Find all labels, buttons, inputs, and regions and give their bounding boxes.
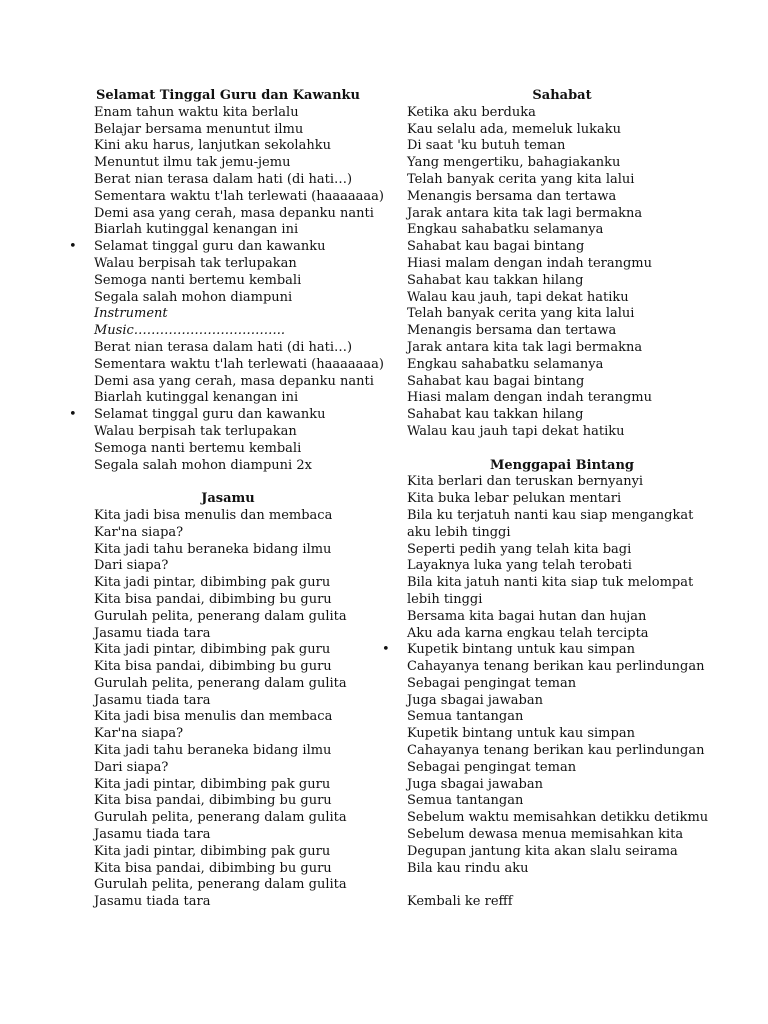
song-title-bintang: Menggapai Bintang xyxy=(489,457,635,473)
lyric-line: Belajar bersama menuntut ilmu xyxy=(94,121,304,137)
lyric-line: Sementara waktu t'lah terlewati (haaaaaaa) xyxy=(94,188,384,204)
lyric-line: Menuntut ilmu tak jemu-jemu xyxy=(94,155,291,171)
lyric-line: Bila kau rindu aku xyxy=(407,860,529,876)
lyric-line: Kita berlari dan teruskan bernyanyi xyxy=(407,474,644,490)
lyric-line: Kita jadi pintar, dibimbing pak guru xyxy=(94,776,331,792)
lyric-line: Bila kita jatuh nanti kita siap tuk melompat lebih tinggi xyxy=(407,575,694,607)
lyric-line-bulleted: • Selamat tinggal guru dan kawanku xyxy=(94,407,364,424)
lyric-line: Bila ku terjatuh nanti kau siap mengangkat aku lebih tinggi xyxy=(407,507,694,540)
lyric-line: Menangis bersama dan tertawa xyxy=(407,323,617,339)
lyric-line: Dari siapa? xyxy=(94,558,169,574)
lyric-line: Sahabat kau takkan hilang xyxy=(407,272,584,288)
lyric-line: Kar'na siapa? xyxy=(94,524,184,540)
lyric-line: Walau kau jauh tapi dekat hatiku xyxy=(407,423,625,439)
lyric-line: Kita jadi pintar, dibimbing pak guru xyxy=(94,642,331,658)
lyric-line: Semua tantangan xyxy=(407,709,524,725)
lyric-line: Kita jadi tahu beraneka bidang ilmu xyxy=(94,743,332,759)
lyric-line: Telah banyak cerita yang kita lalui xyxy=(407,306,635,322)
lyric-line: Cahayanya tenang berikan kau perlindungan xyxy=(407,743,705,759)
lyric-line: Jarak antara kita tak lagi bermakna xyxy=(407,339,643,355)
lyric-line: Gurulah pelita, penerang dalam gulita xyxy=(94,810,347,826)
lyric-line: Sebagai pengingat teman xyxy=(407,675,577,691)
lyric-line: Semoga nanti bertemu kembali xyxy=(94,272,302,288)
lyric-line: Juga sbagai jawaban xyxy=(407,692,543,708)
lyric-line: Sebelum waktu memisahkan detikku detikmu xyxy=(407,810,709,826)
spacer xyxy=(407,877,717,894)
lyric-line: Biarlah kutinggal kenangan ini xyxy=(94,222,299,238)
lyric-line: Seperti pedih yang telah kita bagi xyxy=(407,541,632,557)
instrument-note: Instrument xyxy=(94,306,168,322)
lyric-line-bulleted: • Selamat tinggal guru dan kawanku xyxy=(94,239,364,256)
lyric-line: Kau selalu ada, memeluk lukaku xyxy=(407,121,621,137)
lyric-line: Sebelum dewasa menua memisahkan kita xyxy=(407,827,684,843)
lyric-line: Engkau sahabatku selamanya xyxy=(407,356,604,372)
lyric-line: Jasamu tiada tara xyxy=(94,692,211,708)
lyric-line: Degupan jantung kita akan slalu seirama xyxy=(407,843,678,859)
lyric-line: Jarak antara kita tak lagi bermakna xyxy=(407,205,643,221)
lyric-line: Ketika aku berduka xyxy=(407,104,536,120)
lyric-line: Walau kau jauh, tapi dekat hatiku xyxy=(407,289,629,305)
lyric-line: Juga sbagai jawaban xyxy=(407,776,543,792)
lyric-line: Gurulah pelita, penerang dalam gulita xyxy=(94,608,347,624)
lyric-line: Kita jadi bisa menulis dan membaca xyxy=(94,507,333,523)
lyric-line: Kita jadi tahu beraneka bidang ilmu xyxy=(94,541,332,557)
lyric-line: Sahabat kau takkan hilang xyxy=(407,407,584,423)
lyric-line: Telah banyak cerita yang kita lalui xyxy=(407,171,635,187)
lyric-line: Sahabat kau bagai bintang xyxy=(407,373,585,389)
lyric-line: Sebagai pengingat teman xyxy=(407,759,577,775)
lyric-line: Berat nian terasa dalam hati (di hati…) xyxy=(94,339,353,355)
lyric-line: Menangis bersama dan tertawa xyxy=(407,188,617,204)
lyric-line: Kar'na siapa? xyxy=(94,726,184,742)
lyric-line: Kita bisa pandai, dibimbing bu guru xyxy=(94,860,332,876)
lyric-line: Kita jadi pintar, dibimbing pak guru xyxy=(94,843,331,859)
lyric-line: Hiasi malam dengan indah terangmu xyxy=(407,255,653,271)
lyric-line: Di saat 'ku butuh teman xyxy=(407,138,566,154)
lyric-line: Cahayanya tenang berikan kau perlindungan xyxy=(407,659,705,675)
song-title-sahabat: Sahabat xyxy=(532,88,592,103)
lyric-line: Kita buka lebar pelukan mentari xyxy=(407,491,622,507)
lyric-line: Sementara waktu t'lah terlewati (haaaaaaa) xyxy=(94,356,384,372)
lyric-line: Demi asa yang cerah, masa depanku nanti xyxy=(94,205,374,221)
chorus-instruction: Kembali ke refff xyxy=(407,894,513,910)
lyric-line: Jasamu tiada tara xyxy=(94,827,211,843)
lyric-line: Berat nian terasa dalam hati (di hati…) xyxy=(94,171,353,187)
lyric-line: Kita bisa pandai, dibimbing bu guru xyxy=(94,793,332,809)
lyric-line: Sahabat kau bagai bintang xyxy=(407,239,585,255)
lyric-line: Layaknya luka yang telah terobati xyxy=(407,558,632,574)
song-title-guru: Selamat Tinggal Guru dan Kawanku xyxy=(96,88,360,103)
lyric-line: Yang mengertiku, bahagiakanku xyxy=(407,155,621,171)
right-column xyxy=(407,88,717,911)
lyric-line: Segala salah mohon diampuni xyxy=(94,289,293,305)
lyric-line: Kupetik bintang untuk kau simpan xyxy=(407,726,635,742)
lyric-line: Segala salah mohon diampuni 2x xyxy=(94,457,312,473)
lyric-line: Kita jadi pintar, dibimbing pak guru xyxy=(94,575,331,591)
lyric-line: Jasamu tiada tara xyxy=(94,894,211,910)
lyric-line: Gurulah pelita, penerang dalam gulita xyxy=(94,877,347,893)
lyric-line: Aku ada karna engkau telah tercipta xyxy=(407,625,649,641)
lyric-line: Demi asa yang cerah, masa depanku nanti xyxy=(94,373,374,389)
lyric-line: Semua tantangan xyxy=(407,793,524,809)
lyric-line: Dari siapa? xyxy=(94,759,169,775)
song-title-jasamu: Jasamu xyxy=(201,491,255,507)
lyric-line: Gurulah pelita, penerang dalam gulita xyxy=(94,675,347,691)
lyric-line: Engkau sahabatku selamanya xyxy=(407,222,604,238)
lyric-line: Walau berpisah tak terlupakan xyxy=(94,423,297,439)
lyric-line-bulleted: • Kupetik bintang untuk kau simpan xyxy=(407,642,717,659)
lyric-line: Semoga nanti bertemu kembali xyxy=(94,440,302,456)
lyric-line: Enam tahun waktu kita berlalu xyxy=(94,104,299,120)
left-column xyxy=(94,88,384,911)
lyric-line: Jasamu tiada tara xyxy=(94,625,211,641)
spacer xyxy=(94,474,364,491)
lyric-line: Kita jadi bisa menulis dan membaca xyxy=(94,709,333,725)
spacer xyxy=(407,441,717,458)
instrument-note: Music…………………………….. xyxy=(94,323,286,339)
lyric-line: Kita bisa pandai, dibimbing bu guru xyxy=(94,591,332,607)
lyric-line: Kini aku harus, lanjutkan sekolahku xyxy=(94,138,331,154)
lyric-line: Bersama kita bagai hutan dan hujan xyxy=(407,608,647,624)
lyric-line: Biarlah kutinggal kenangan ini xyxy=(94,390,299,406)
lyric-line: Kita bisa pandai, dibimbing bu guru xyxy=(94,659,332,675)
lyric-line: Walau berpisah tak terlupakan xyxy=(94,255,297,271)
lyric-line: Hiasi malam dengan indah terangmu xyxy=(407,390,653,406)
